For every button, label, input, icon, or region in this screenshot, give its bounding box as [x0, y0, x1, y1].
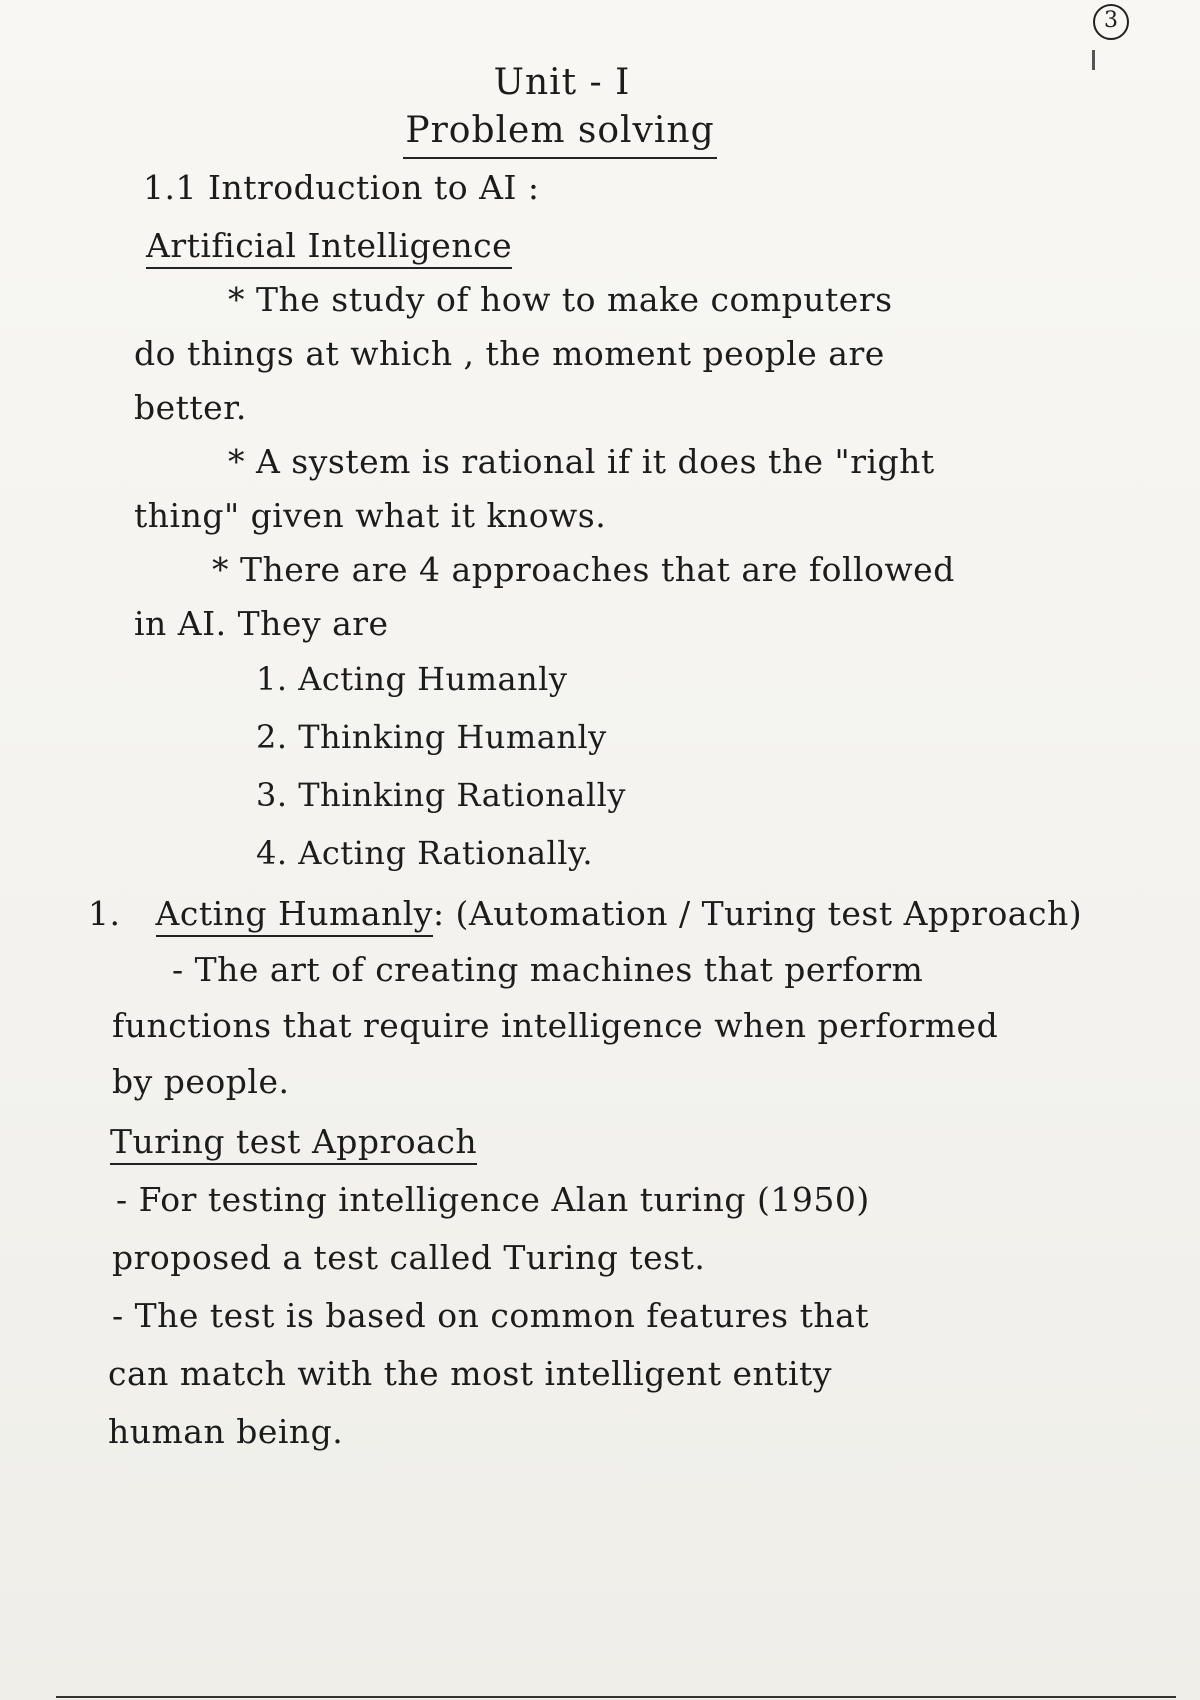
- bottom-divider: [56, 1696, 1176, 1698]
- page-title: [0, 110, 1160, 151]
- paragraph-line: * The study of how to make computers: [228, 280, 893, 319]
- list-item: 4. Acting Rationally.: [256, 834, 594, 872]
- paragraph-line: human being.: [108, 1412, 344, 1451]
- list-item: 3. Thinking Rationally: [256, 776, 626, 814]
- paragraph-line: - The art of creating machines that perform: [172, 950, 924, 989]
- paragraph-line: do things at which , the moment people are: [134, 334, 885, 373]
- list-item: 1. Acting Humanly: [256, 660, 568, 698]
- subsection-heading: [110, 1122, 477, 1161]
- paragraph-line: * There are 4 approaches that are followed: [212, 550, 955, 589]
- subsection-heading-text: [156, 894, 1083, 933]
- subsection-number: 1.: [88, 894, 121, 933]
- subsection-heading-underlined: Acting Humanly: [156, 894, 433, 937]
- paragraph-line: by people.: [112, 1062, 290, 1101]
- paragraph-line: functions that require intelligence when performed: [112, 1006, 999, 1045]
- paragraph-line: better.: [134, 388, 247, 427]
- section-subtitle-text: Artificial Intelligence: [146, 226, 512, 269]
- page-number: 3: [1093, 4, 1129, 40]
- paragraph-line: can match with the most intelligent entity: [108, 1354, 832, 1393]
- subsection-heading: [88, 894, 1082, 933]
- paragraph-line: - The test is based on common features that: [112, 1296, 870, 1335]
- subsection-heading-rest: : (Automation / Turing test Approach): [432, 894, 1083, 933]
- turing-heading-text: Turing test Approach: [110, 1122, 477, 1165]
- paragraph-line: thing" given what it knows.: [134, 496, 607, 535]
- unit-heading: Unit - I: [493, 62, 631, 103]
- section-subtitle: [146, 226, 512, 265]
- paragraph-line: * A system is rational if it does the "right: [228, 442, 935, 481]
- list-item: 2. Thinking Humanly: [256, 718, 607, 756]
- page-title-text: Problem solving: [403, 110, 716, 159]
- section-heading: 1.1 Introduction to AI :: [143, 168, 540, 207]
- paragraph-line: - For testing intelligence Alan turing (1950): [116, 1180, 870, 1219]
- paragraph-line: in AI. They are: [134, 604, 389, 643]
- paragraph-line: proposed a test called Turing test.: [112, 1238, 706, 1277]
